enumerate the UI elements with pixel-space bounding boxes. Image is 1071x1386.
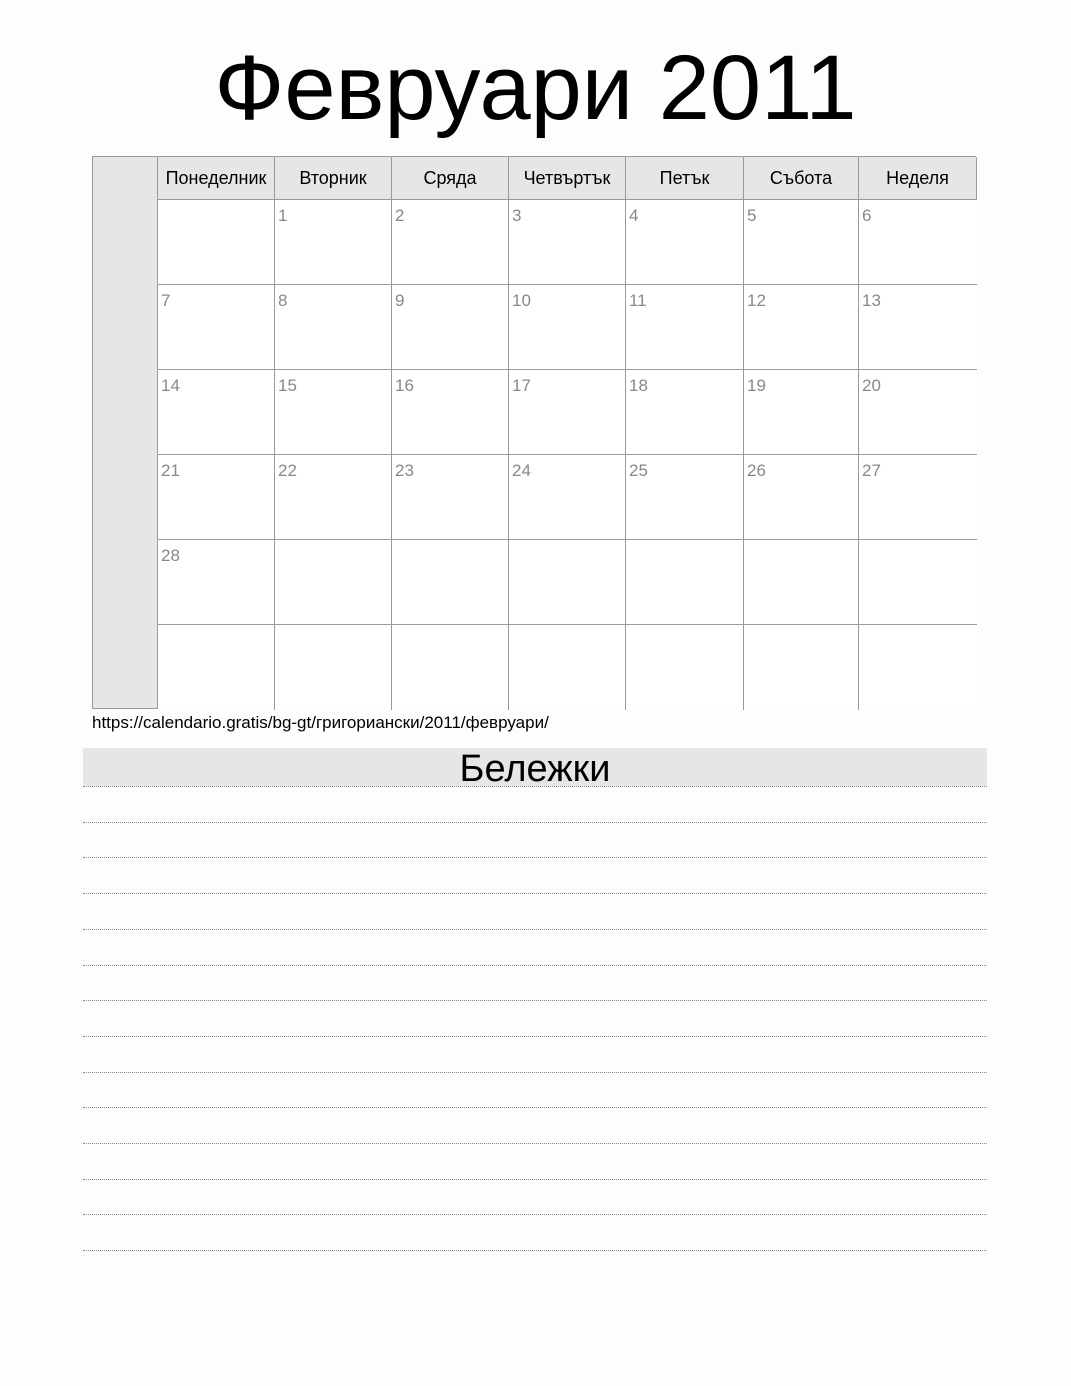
weekday-header: Понеделник — [158, 157, 275, 200]
day-number: 2 — [395, 206, 405, 225]
day-cell[interactable] — [158, 455, 275, 540]
day-number: 12 — [747, 291, 766, 310]
day-number: 8 — [278, 291, 288, 310]
day-number: 15 — [278, 376, 297, 395]
day-cell[interactable] — [744, 455, 859, 540]
day-cell[interactable] — [626, 200, 744, 285]
note-line — [83, 1250, 987, 1251]
day-number: 9 — [395, 291, 405, 310]
day-cell[interactable] — [859, 455, 977, 540]
calendar-grid — [92, 156, 976, 709]
day-number: 20 — [862, 376, 881, 395]
day-cell[interactable] — [744, 200, 859, 285]
day-cell[interactable] — [859, 370, 977, 455]
day-cell[interactable] — [859, 285, 977, 370]
day-number: 13 — [862, 291, 881, 310]
day-number: 26 — [747, 461, 766, 480]
day-cell[interactable] — [509, 625, 626, 710]
day-number: 5 — [747, 206, 757, 225]
day-cell[interactable] — [744, 540, 859, 625]
day-cell[interactable] — [275, 455, 392, 540]
weekday-header: Вторник — [275, 157, 392, 200]
day-cell[interactable] — [158, 625, 275, 710]
day-number: 4 — [629, 206, 639, 225]
day-cell[interactable] — [275, 200, 392, 285]
day-cell[interactable] — [275, 370, 392, 455]
day-number: 25 — [629, 461, 648, 480]
day-cell[interactable] — [392, 200, 509, 285]
day-cell[interactable] — [626, 625, 744, 710]
note-line — [83, 1179, 987, 1180]
day-cell[interactable] — [509, 370, 626, 455]
day-cell[interactable] — [392, 625, 509, 710]
note-line — [83, 1107, 987, 1108]
day-cell[interactable] — [158, 540, 275, 625]
day-number: 1 — [278, 206, 288, 225]
week-number-column — [93, 157, 158, 708]
weekday-header: Четвъртък — [509, 157, 626, 200]
day-number: 21 — [161, 461, 180, 480]
weekday-header: Сряда — [392, 157, 509, 200]
note-line — [83, 822, 987, 823]
day-number: 27 — [862, 461, 881, 480]
day-cell[interactable] — [509, 285, 626, 370]
note-line — [83, 965, 987, 966]
note-line — [83, 786, 987, 787]
day-cell[interactable] — [626, 540, 744, 625]
day-cell[interactable] — [275, 285, 392, 370]
day-cell[interactable] — [392, 285, 509, 370]
day-number: 14 — [161, 376, 180, 395]
note-line — [83, 1036, 987, 1037]
day-cell[interactable] — [392, 370, 509, 455]
day-number: 3 — [512, 206, 522, 225]
day-number: 22 — [278, 461, 297, 480]
day-number: 28 — [161, 546, 180, 565]
day-cell[interactable] — [626, 455, 744, 540]
note-line — [83, 1000, 987, 1001]
day-cell[interactable] — [626, 370, 744, 455]
note-line — [83, 857, 987, 858]
day-cell[interactable] — [158, 370, 275, 455]
note-line — [83, 1214, 987, 1215]
day-cell[interactable] — [859, 540, 977, 625]
day-cell[interactable] — [392, 455, 509, 540]
weekday-header: Събота — [744, 157, 859, 200]
day-cell[interactable] — [744, 285, 859, 370]
day-number: 23 — [395, 461, 414, 480]
notes-heading: Бележки — [83, 748, 987, 786]
day-cell[interactable] — [275, 540, 392, 625]
day-cell[interactable] — [509, 455, 626, 540]
day-number: 18 — [629, 376, 648, 395]
day-cell[interactable] — [859, 200, 977, 285]
day-number: 19 — [747, 376, 766, 395]
note-line — [83, 929, 987, 930]
day-cell[interactable] — [744, 625, 859, 710]
day-cell[interactable] — [744, 370, 859, 455]
day-number: 7 — [161, 291, 171, 310]
day-number: 10 — [512, 291, 531, 310]
day-cell[interactable] — [859, 625, 977, 710]
day-cell[interactable] — [275, 625, 392, 710]
day-number: 16 — [395, 376, 414, 395]
day-number: 11 — [629, 291, 647, 310]
page-title: Февруари 2011 — [214, 37, 857, 139]
day-number: 24 — [512, 461, 531, 480]
note-line — [83, 1072, 987, 1073]
note-line — [83, 1143, 987, 1144]
day-cell[interactable] — [626, 285, 744, 370]
day-cell[interactable] — [509, 200, 626, 285]
source-url[interactable]: https://calendario.gratis/bg-gt/григориански/2011/февруари/ — [92, 713, 549, 732]
weekday-header: Петък — [626, 157, 744, 200]
day-number: 6 — [862, 206, 872, 225]
day-cell[interactable] — [509, 540, 626, 625]
day-cell[interactable] — [158, 285, 275, 370]
day-cell[interactable] — [158, 200, 275, 285]
weekday-header: Неделя — [859, 157, 977, 200]
day-cell[interactable] — [392, 540, 509, 625]
note-line — [83, 893, 987, 894]
day-number: 17 — [512, 376, 531, 395]
